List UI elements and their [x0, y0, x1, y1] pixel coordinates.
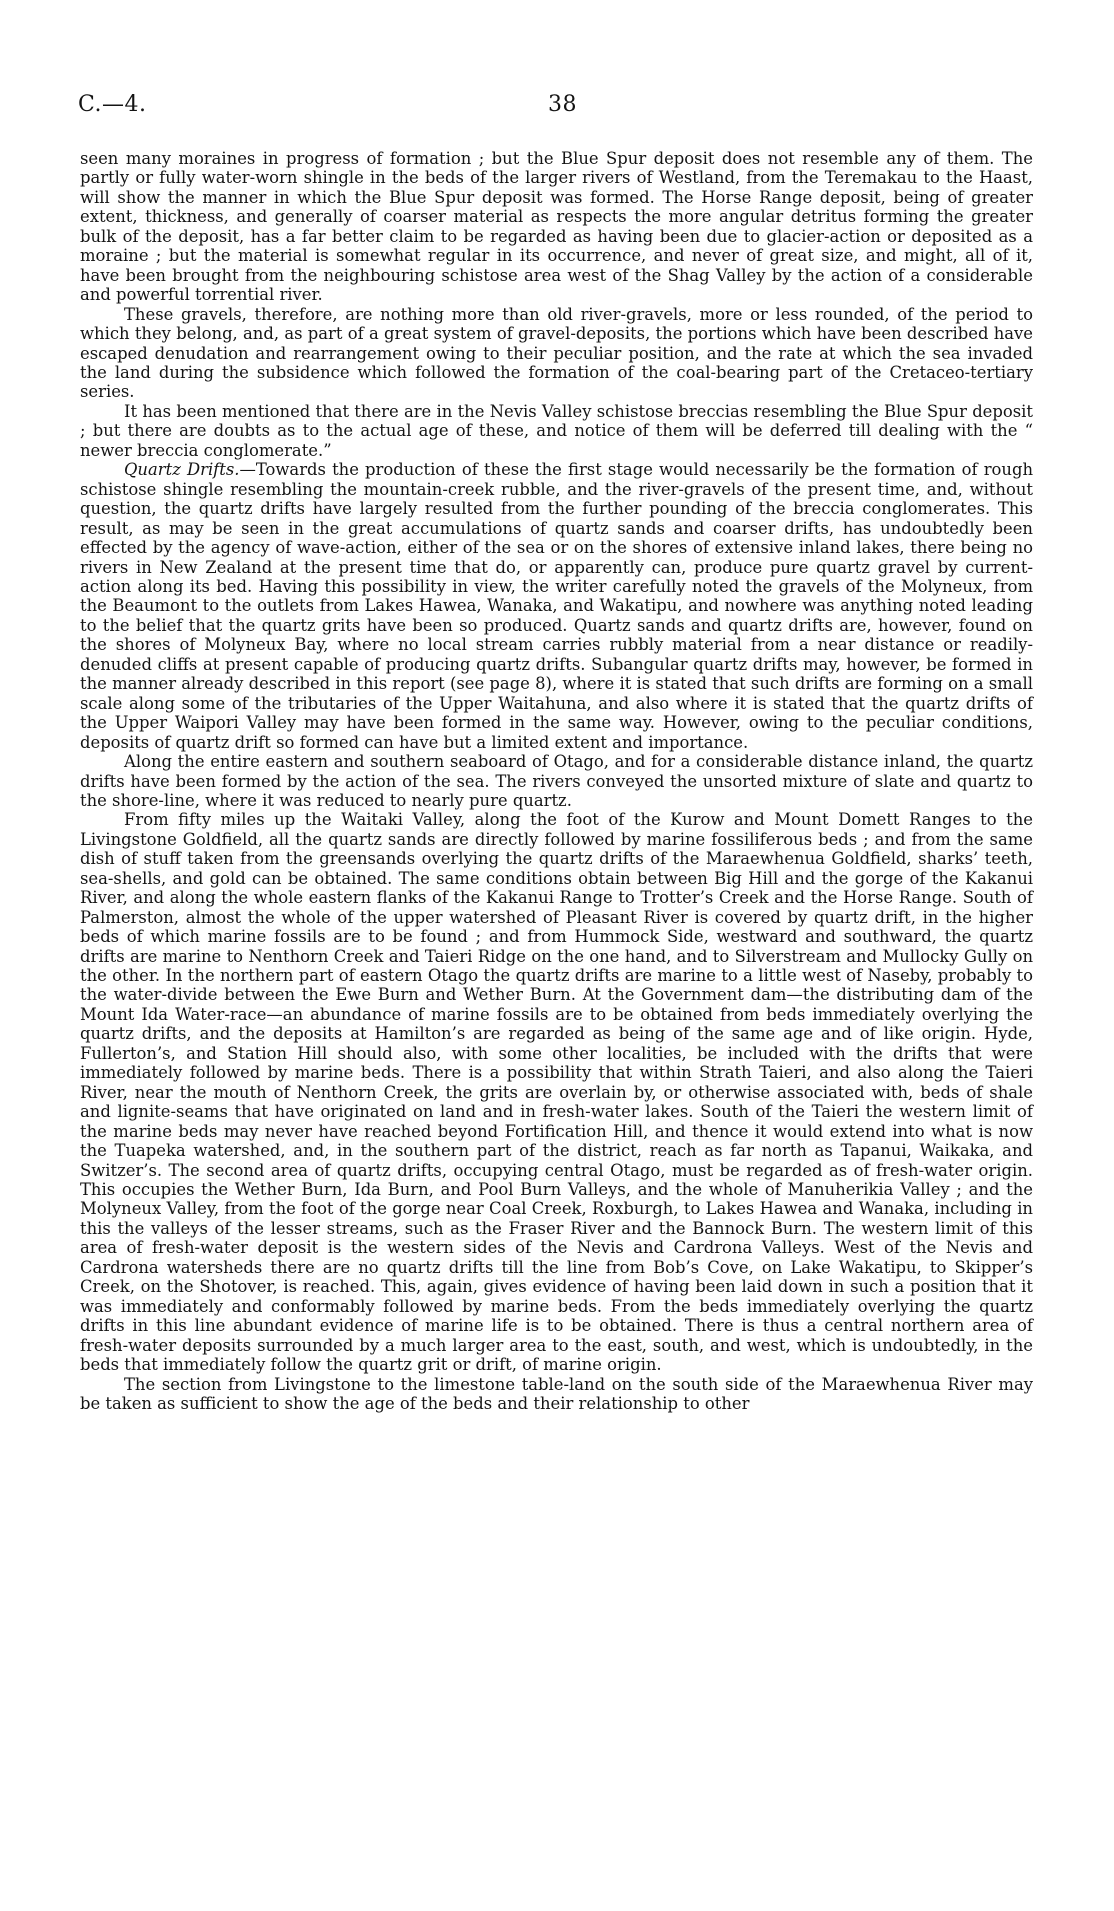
paragraph-text: It has been mentioned that there are in the Nevis Valley schistose breccias resembling the Blue Spur deposit ; but there are doubts as to the actual age of these, and notice of them will be deferred till dealing with the “ newer breccia conglomerate.”: [80, 401, 1033, 460]
paragraph-text: Along the entire eastern and southern seaboard of Otago, and for a considerable distance inland, the quartz drifts have been formed by the action of the sea. The rivers conveyed the unsorted mixture of slate and quartz to the shore-line, where it was reduced to nearly pure quartz.: [80, 752, 1033, 810]
paragraph-text: —Towards the production of these the first stage would necessarily be the formation of rough schistose shingle resembling the mountain-creek rubble, and the river-gravels of the present time, and, without question, the quartz drifts have largely resulted from the further pounding of the breccia conglomerates. This result, as may be seen in the great accumulations of quartz sands and coarser drifts, has undoubtedly been effected by the agency of wave-action, either of the sea or on the shores of extensive inland lakes, there being no rivers in New Zealand at the present time that do, or apparently can, produce pure quartz gravel by current-action along its bed. Having this possibility in view, the writer carefully noted the gravels of the Molyneux, from the Beaumont to the outlets from Lakes Hawea, Wanaka, and Wakatipu, and nowhere was anything noted leading to the belief that the quartz grits have been so produced. Quartz sands and quartz drifts are, however, found on the shores of Molyneux Bay, where no local stream carries rubbly material from a near distance or readily-denuded cliffs at present capable of producing quartz drifts. Subangular quartz drifts may, however, be formed in the manner already described in this report (see page 8), where it is stated that such drifts are forming on a small scale along some of the tributaries of the Upper Waitahuna, and also where it is stated that the quartz drifts of the Upper Waipori Valley may have been formed in the same way. However, owing to the peculiar conditions, deposits of quartz drift so formed can have but a limited extent and importance.: [80, 460, 1033, 752]
body-text: [80, 149, 1033, 1413]
paragraph: [80, 810, 1033, 1374]
paragraph: [80, 460, 1033, 752]
paragraph-text: These gravels, therefore, are nothing more than old river-gravels, more or less rounded, of the period to which they belong, and, as part of a great system of gravel-deposits, the portions which have been described have escaped denudation and rearrangement owing to their peculiar position, and the rate at which the sea invaded the land during the subsidence which followed the formation of the coal-bearing part of the Cretaceo-tertiary series.: [80, 304, 1033, 402]
paragraph: [80, 402, 1033, 460]
paragraph: [80, 752, 1033, 810]
paragraph-text: From fifty miles up the Waitaki Valley, along the foot of the Kurow and Mount Domett Ranges to the Livingstone Goldfield, all the quartz sands are directly followed by marine fossiliferous beds ; and from the same dish of stuff taken from the greensands overlying the quartz drifts of the Maraewhenua Goldfield, sharks’ teeth, sea-shells, and gold can be obtained. The same conditions obtain between Big Hill and the gorge of the Kakanui River, and along the whole eastern flanks of the Kakanui Range to Trotter’s Creek and the Horse Range. South of Palmerston, almost the whole of the upper watershed of Pleasant River is covered by quartz drift, in the higher beds of which marine fossils are to be found ; and from Hummock Side, westward and southward, the quartz drifts are marine to Nenthorn Creek and Taieri Ridge on the one hand, and to Silverstream and Mullocky Gully on the other. In the northern part of eastern Otago the quartz drifts are marine to a little west of Naseby, probably to the water-divide between the Ewe Burn and Wether Burn. At the Government dam—the distributing dam of the Mount Ida Water-race—an abundance of marine fossils are to be obtained from beds immediately overlying the quartz drifts, and the deposits at Hamilton’s are regarded as being of the same age and of like origin. Hyde, Fullerton’s, and Station Hill should also, with some other localities, be included with the drifts that were immediately followed by marine beds. There is a possibility that within Strath Taieri, and also along the Taieri River, near the mouth of Nenthorn Creek, the grits are overlain by, or otherwise associated with, beds of shale and lignite-seams that have originated on land and in fresh-water lakes. South of the Taieri the western limit of the marine beds may never have reached beyond Fortification Hill, and thence it would extend into what is now the Tuapeka watershed, and, in the southern part of the district, reach as far north as Tapanui, Waikaka, and Switzer’s. The second area of quartz drifts, occupying central Otago, must be regarded as of fresh-water origin. This occupies the Wether Burn, Ida Burn, and Pool Burn Valleys, and the whole of Manuherikia Valley ; and the Molyneux Valley, from the foot of the gorge near Coal Creek, Roxburgh, to Lakes Hawea and Wanaka, including in this the valleys of the lesser streams, such as the Fraser River and the Bannock Burn. The western limit of this area of fresh-water deposit is the western sides of the Nevis and Cardrona Valleys. West of the Nevis and Cardrona watersheds there are no quartz drifts till the line from Bob’s Cove, on Lake Wakatipu, to Skipper’s Creek, on the Shotover, is reached. This, again, gives evidence of having been laid down in such a position that it was immediately and conformably followed by marine beds. From the beds immediately overlying the quartz drifts in this line abundant evidence of marine life is to be obtained. There is thus a central northern area of fresh-water deposits surrounded by a much larger area to the east, south, and west, which is undoubtedly, in the beds that immediately follow the quartz grit or drift, of marine origin.: [80, 810, 1033, 1375]
paragraph: [80, 1375, 1033, 1414]
paragraph-text: The section from Livingstone to the limestone table-land on the south side of the Maraewhenua River may be taken as sufficient to show the age of the beds and their relationship to other: [80, 1374, 1033, 1413]
document-code: C.—4.: [78, 92, 147, 117]
paragraph: [80, 149, 1033, 305]
section-heading: Quartz Drifts.: [124, 460, 240, 480]
page-header: [78, 92, 1028, 126]
paragraph-text: seen many moraines in progress of formation ; but the Blue Spur deposit does not resemble any of them. The partly or fully water-worn shingle in the beds of the larger rivers of Westland, from the Teremakau to the Haast, will show the manner in which the Blue Spur deposit was formed. The Horse Range deposit, being of greater extent, thickness, and generally of coarser material as respects the more angular detritus forming the greater bulk of the deposit, has a far better claim to be regarded as having been due to glacier-action or deposited as a moraine ; but the material is somewhat regular in its occurrence, and never of great size, and might, all of it, have been brought from the neighbouring schistose area west of the Shag Valley by the action of a considerable and powerful torrential river.: [80, 149, 1033, 305]
page-number: 38: [548, 92, 577, 117]
paragraph: [80, 305, 1033, 402]
